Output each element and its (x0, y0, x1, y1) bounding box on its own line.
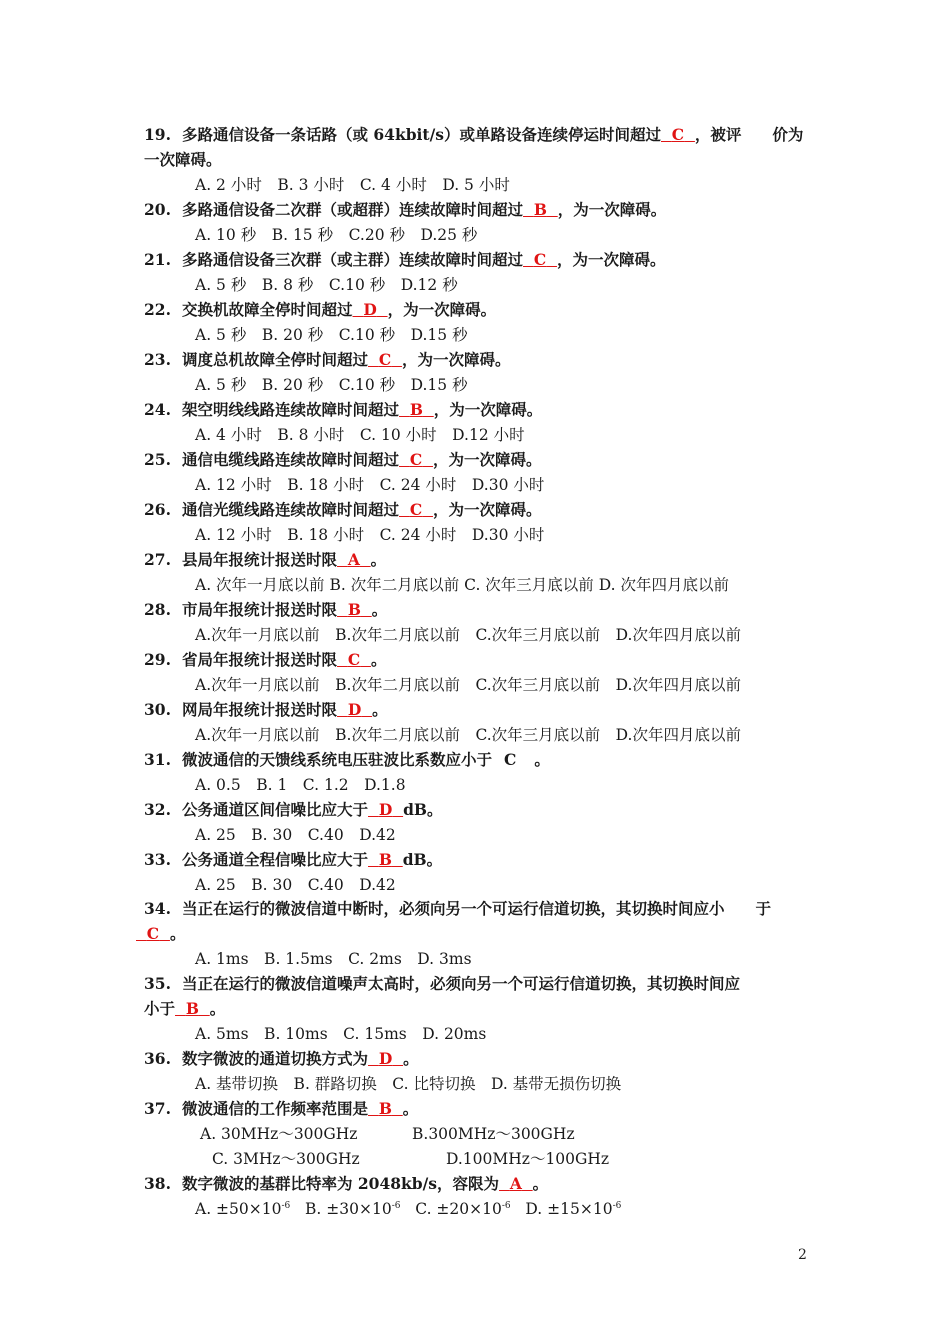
question-text: 。 (370, 550, 387, 569)
question-19-continued: 一次障碍。 (144, 150, 222, 169)
question-32: 32. 公务通道区间信噪比应大于 D dB。 (144, 800, 443, 819)
options-26: A. 12 小时 B. 18 小时 C. 24 小时 D.30 小时 (195, 526, 545, 544)
question-24: 24. 架空明线线路连续故障时间超过 B ，为一次障碍。 (144, 400, 543, 419)
options-35: A. 5ms B. 10ms C. 15ms D. 20ms (195, 1025, 487, 1043)
options-20: A. 10 秒 B. 15 秒 C.20 秒 D.25 秒 (195, 226, 478, 244)
question-text: 架空明线线路连续故障时间超过 (182, 400, 400, 419)
option-d: D. ±15×10 (525, 1200, 613, 1218)
question-text: ，为一次障碍。 (433, 400, 543, 419)
question-text: dB。 (402, 850, 443, 869)
answer: C (533, 250, 547, 269)
answer: B (378, 850, 392, 869)
question-33: 33. 公务通道全程信噪比应大于 B dB。 (144, 850, 443, 869)
question-text: 。 (169, 924, 186, 943)
question-text: 调度总机故障全停时间超过 (182, 350, 369, 369)
question-text: 多路通信设备三次群（或主群）连续故障时间超过 (182, 250, 524, 269)
answer: C (146, 924, 160, 943)
question-text: 当正在运行的微波信道中断时，必须向另一个可运行信道切换，其切换时间应小 于 (182, 899, 772, 918)
question-20: 20. 多路通信设备二次群（或超群）连续故障时间超过 B ，为一次障碍。 (144, 200, 667, 219)
question-35: 35. 当正在运行的微波信道噪声太高时，必须向另一个可运行信道切换，其切换时间应 (144, 974, 741, 993)
question-36: 36. 数字微波的通道切换方式为 D 。 (144, 1049, 419, 1068)
page-number: 2 (798, 1247, 807, 1263)
options-22: A. 5 秒 B. 20 秒 C.10 秒 D.15 秒 (195, 326, 468, 344)
options-36: A. 基带切换 B. 群路切换 C. 比特切换 D. 基带无损伤切换 (195, 1075, 622, 1093)
question-text: ，为一次障碍。 (432, 450, 542, 469)
option-c: C. ±20×10 (415, 1200, 502, 1218)
answer: D (378, 800, 393, 819)
exponent: -6 (281, 1200, 291, 1211)
question-25: 25. 通信电缆线路连续故障时间超过 C ，为一次障碍。 (144, 450, 542, 469)
question-text: 数字微波的通道切换方式为 (182, 1049, 369, 1068)
question-text: 数字微波的基群比特率为 2048kb/s，容限为 (182, 1174, 500, 1193)
options-38 (195, 1198, 865, 1220)
options-33: A. 25 B. 30 C.40 D.42 (195, 876, 396, 894)
question-text: 微波通信的天馈线系统电压驻波比系数应小于 (182, 750, 493, 769)
answer: D (363, 300, 377, 319)
exponent: -6 (501, 1200, 511, 1211)
option-a: A. ±50×10 (195, 1200, 282, 1218)
question-text: 。 (370, 650, 387, 669)
question-text: dB。 (403, 800, 443, 819)
options-30: A.次年一月底以前 B.次年二月底以前 C.次年三月底以前 D.次年四月底以前 (195, 726, 741, 744)
options-28: A.次年一月底以前 B.次年二月底以前 C.次年三月底以前 D.次年四月底以前 (195, 626, 741, 644)
answer: C (409, 450, 423, 469)
question-text: 。 (403, 1049, 419, 1068)
question-text: 网局年报统计报送时限 (182, 700, 338, 719)
options-34: A. 1ms B. 1.5ms C. 2ms D. 3ms (195, 950, 472, 968)
question-text: 多路通信设备二次群（或超群）连续故障时间超过 (182, 200, 524, 219)
answer: B (347, 600, 361, 619)
options-19: A. 2 小时 B. 3 小时 C. 4 小时 D. 5 小时 (195, 176, 510, 194)
question-26: 26. 通信光缆线路连续故障时间超过 C ，为一次障碍。 (144, 500, 542, 519)
question-37: 37. 微波通信的工作频率范围是 B 。 (144, 1099, 419, 1118)
options-32: A. 25 B. 30 C.40 D.42 (195, 826, 396, 844)
options-23: A. 5 秒 B. 20 秒 C.10 秒 D.15 秒 (195, 376, 468, 394)
question-text: 公务通道全程信噪比应大于 (182, 850, 369, 869)
answer: C (671, 125, 685, 144)
answer: C (409, 500, 423, 519)
option-b: B.300MHz～300GHz (412, 1125, 575, 1143)
answer: C (378, 350, 392, 369)
question-text: ，为一次障碍。 (556, 250, 666, 269)
question-30: 30. 网局年报统计报送时限 D 。 (144, 700, 388, 719)
answer: B (185, 999, 199, 1018)
question-text: 。 (371, 600, 388, 619)
question-text: ，为一次障碍。 (387, 300, 497, 319)
options-27: A. 次年一月底以前 B. 次年二月底以前 C. 次年三月底以前 D. 次年四月底以前 (195, 576, 729, 594)
exponent: -6 (612, 1200, 622, 1211)
exponent: -6 (391, 1200, 401, 1211)
question-text: 当正在运行的微波信道噪声太高时，必须向另一个可运行信道切换，其切换时间应 (182, 974, 741, 993)
question-38: 38. 数字微波的基群比特率为 2048kb/s，容限为 A 。 (144, 1174, 549, 1193)
question-text: 通信电缆线路连续故障时间超过 (182, 450, 400, 469)
question-21: 21. 多路通信设备三次群（或主群）连续故障时间超过 C ，为一次障碍。 (144, 250, 666, 269)
question-text: 。 (402, 1099, 419, 1118)
question-text: 通信光缆线路连续故障时间超过 (182, 500, 400, 519)
question-text: 县局年报统计报送时限 (182, 550, 338, 569)
options-25: A. 12 小时 B. 18 小时 C. 24 小时 D.30 小时 (195, 476, 545, 494)
question-text: ，为一次障碍。 (401, 350, 511, 369)
options-29: A.次年一月底以前 B.次年二月底以前 C.次年三月底以前 D.次年四月底以前 (195, 676, 741, 694)
question-text: 公务通道区间信噪比应大于 (182, 800, 369, 819)
question-text: 微波通信的工作频率范围是 (182, 1099, 369, 1118)
answer: B (378, 1099, 392, 1118)
answer: B (409, 400, 423, 419)
options-24: A. 4 小时 B. 8 小时 C. 10 小时 D.12 小时 (195, 426, 525, 444)
question-text: ，为一次障碍。 (557, 200, 667, 219)
question-text: 。 (372, 700, 388, 719)
question-19: 19. 多路通信设备一条话路（或 64kbit/s）或单路设备连续停运时间超过 C ，被评 价为 (144, 125, 804, 144)
question-29: 29. 省局年报统计报送时限 C 。 (144, 650, 387, 669)
answer: A (509, 1174, 522, 1193)
answer: D (347, 700, 362, 719)
question-34-continued (144, 923, 814, 945)
answer: C (504, 750, 517, 769)
option-b: B. ±30×10 (305, 1200, 392, 1218)
question-22: 22. 交换机故障全停时间超过 D ，为一次障碍。 (144, 300, 497, 319)
question-35-continued (144, 998, 814, 1020)
answer: B (533, 200, 547, 219)
question-text: ，被评 价为 (694, 125, 804, 144)
option-c: C. 3MHz～300GHz (212, 1150, 360, 1168)
option-a: A. 30MHz～300GHz (200, 1125, 358, 1143)
question-text: 市局年报统计报送时限 (182, 600, 338, 619)
question-text: 。 (209, 999, 226, 1018)
question-31: 31. 微波通信的天馈线系统电压驻波比系数应小于 C 。 (144, 750, 550, 769)
question-23: 23. 调度总机故障全停时间超过 C ，为一次障碍。 (144, 350, 511, 369)
question-text: 省局年报统计报送时限 (182, 650, 338, 669)
question-text: 。 (532, 1174, 549, 1193)
question-27: 27. 县局年报统计报送时限 A 。 (144, 550, 387, 569)
options-21: A. 5 秒 B. 8 秒 C.10 秒 D.12 秒 (195, 276, 458, 294)
question-text: 交换机故障全停时间超过 (182, 300, 353, 319)
answer: D (378, 1049, 393, 1068)
question-text: 多路通信设备一条话路（或 64kbit/s）或单路设备连续停运时间超过 (182, 125, 661, 144)
question-34: 34. 当正在运行的微波信道中断时，必须向另一个可运行信道切换，其切换时间应小 于 (144, 899, 772, 918)
option-d: D.100MHz～100GHz (446, 1150, 610, 1168)
question-text: ，为一次障碍。 (432, 500, 542, 519)
answer: A (347, 550, 360, 569)
question-text: 。 (534, 750, 550, 769)
question-28: 28. 市局年报统计报送时限 B 。 (144, 600, 388, 619)
answer: C (347, 650, 361, 669)
question-text: 小于 (144, 999, 176, 1018)
options-31: A. 0.5 B. 1 C. 1.2 D.1.8 (195, 776, 406, 794)
